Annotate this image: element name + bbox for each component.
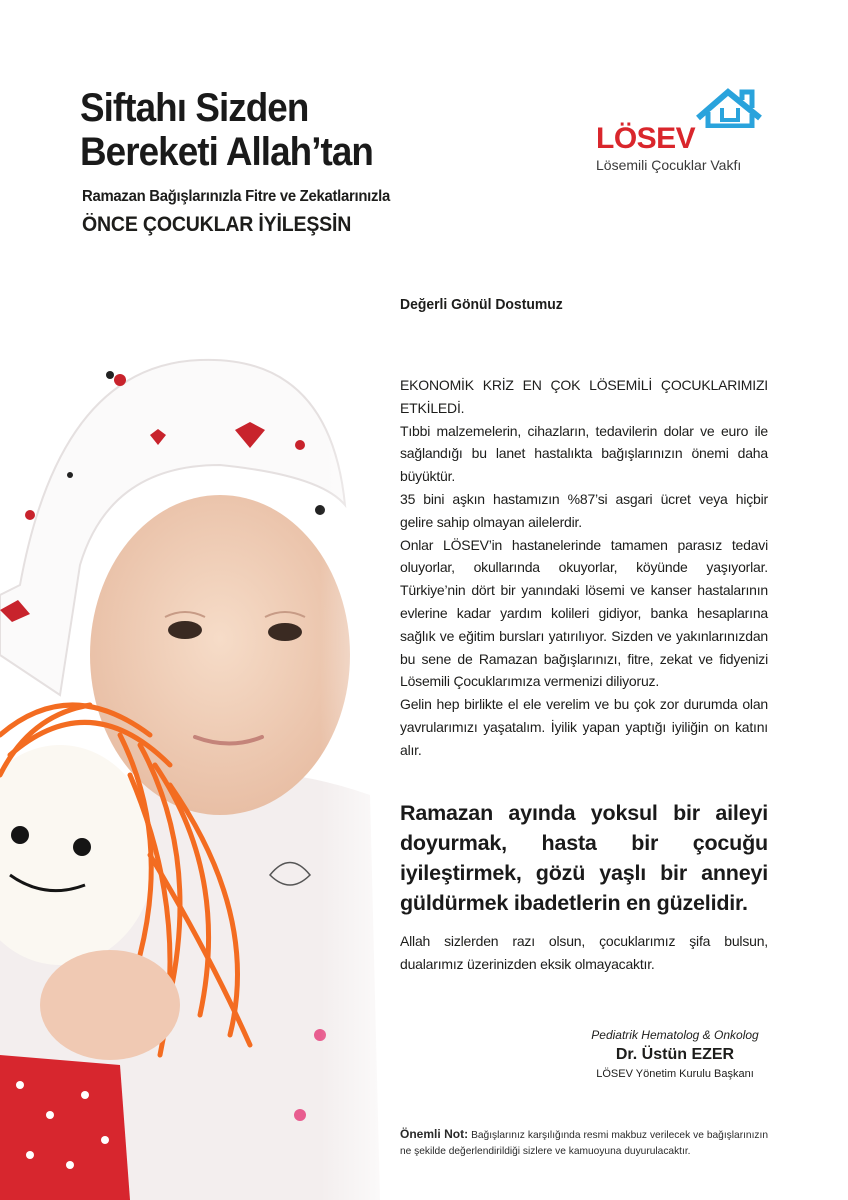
letter-paragraph: Tıbbi malzemelerin, cihazların, tedavilerin dolar ve euro ile sağlandığı bu lanet hastalıkta bağışlarınızın önemi daha büyüktür. (400, 422, 768, 485)
signature-role: LÖSEV Yönetim Kurulu Başkanı (596, 1068, 754, 1080)
greeting: Değerli Gönül Dostumuz (400, 296, 563, 313)
signature-title: Pediatrik Hematolog & Onkolog (591, 1028, 759, 1042)
losev-logo (596, 88, 786, 178)
headline-line-2: Bereketi Allah’tan (80, 130, 373, 174)
logo-name: LÖSEV (596, 122, 696, 155)
note-text: Bağışlarınız karşılığında resmi makbuz verilecek ve bağışlarınızın ne şekilde değerlendirildiği sizlere ve kamuoyuna duyurulacaktır. (400, 1130, 769, 1157)
highlight-quote: Ramazan ayında yoksul bir aileyi doyurmak, hasta bir çocuğu iyileştirmek, gözü yaşlı bir anneyi güldürmek ibadetlerin en güzelidir. (400, 801, 768, 915)
signature (560, 1028, 790, 1080)
letter-paragraph: EKONOMİK KRİZ EN ÇOK LÖSEMİLİ ÇOCUKLARIMIZI ETKİLEDİ. (400, 377, 768, 416)
logo-subtitle: Lösemili Çocuklar Vakfı (596, 157, 742, 173)
blessing-text: Allah sizlerden razı olsun, çocuklarımız şifa bulsun, dualarımız üzerinizden eksik olmayacaktır. (400, 933, 768, 972)
letter-paragraph: Gelin hep birlikte el ele verelim ve bu çok zor durumda olan yavrularımızı yaşatalım. İyilik yapan yaptığı iyiliğin on katını alır. (400, 696, 768, 758)
letter-paragraph: 35 bini aşkın hastamızın %87’si asgari ücret veya hiçbir gelire sahip olmayan ailelerdir. (400, 490, 768, 530)
note-label: Önemli Not: (400, 1127, 469, 1141)
letter-paragraph: Onlar LÖSEV’in hastanelerinde tamamen parasız tedavi oluyorlar, okullarında okuyorlar, köyünde yaşıyorlar. Türkiye’nin dört bir yanındaki lösemi ve kanser hastalarının evlerine kadar yardım kolileri gidiyor, banka hesaplarına sağlık ve eğitim bursları yatırılıyor. Sizden ve yakınlarınızdan bu sene de Ramazan bağışlarınızı, fitre, zekat ve fidyenizi Lösemili Çocuklarımıza vermenizi diliyoruz. (400, 536, 768, 690)
important-note (400, 1126, 768, 1160)
signature-name: Dr. Üstün EZER (615, 1046, 735, 1063)
letter-body (400, 374, 768, 762)
child-with-doll-photo (0, 355, 400, 1200)
headline (80, 86, 373, 174)
subheadline-line-2: ÖNCE ÇOCUKLAR İYİLEŞSİN (82, 213, 352, 236)
house-icon (694, 88, 766, 128)
subheadline-line-1: Ramazan Bağışlarınızla Fitre ve Zekatlarınızla (82, 188, 391, 205)
headline-line-1: Siftahı Sizden (80, 86, 309, 130)
